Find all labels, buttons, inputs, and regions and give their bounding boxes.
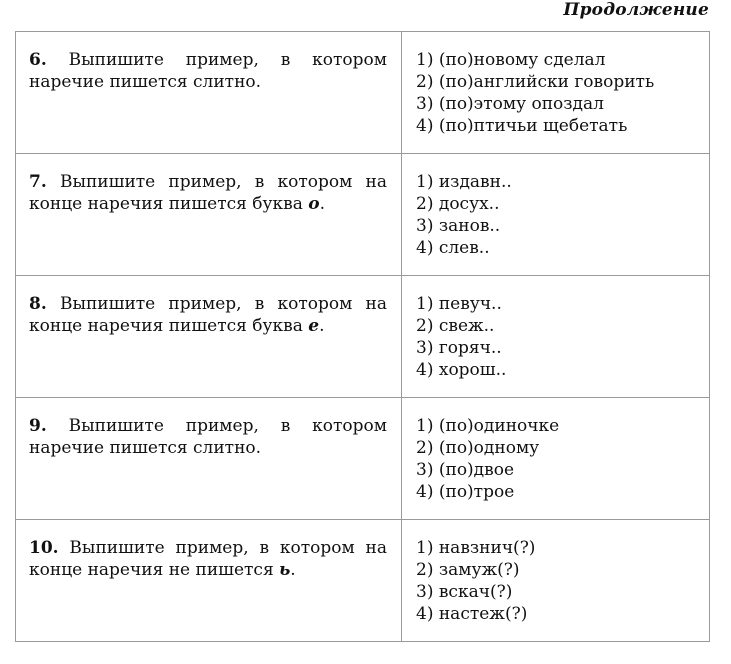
options-cell xyxy=(402,520,710,642)
question-text xyxy=(29,171,387,215)
option-item: 3) занов.. xyxy=(416,216,501,236)
task-prompt: Выпишите пример, в котором на конце наречия не пишется xyxy=(29,538,388,580)
task-prompt: Выпишите пример, в котором наречие пишется слитно. xyxy=(29,416,387,458)
task-number: 10. xyxy=(29,538,59,558)
task-row xyxy=(16,276,710,398)
option-item: 4) (по)птичьи щебетать xyxy=(416,116,628,136)
option-list xyxy=(416,537,703,625)
task-number: 8. xyxy=(29,294,47,314)
option-item: 1) издавн.. xyxy=(416,172,512,192)
option-item: 2) (по)английски говорить xyxy=(416,72,655,92)
option-item: 4) слев.. xyxy=(416,238,490,258)
question-cell xyxy=(16,154,402,276)
option-list xyxy=(416,49,703,137)
task-row xyxy=(16,154,710,276)
task-number: 6. xyxy=(29,50,47,70)
task-ending: . xyxy=(319,194,325,214)
question-text xyxy=(29,293,387,337)
option-item: 1) (по)одиночке xyxy=(416,416,560,436)
option-item: 3) горяч.. xyxy=(416,338,502,358)
question-cell xyxy=(16,398,402,520)
options-cell xyxy=(402,154,710,276)
option-item: 1) певуч.. xyxy=(416,294,502,314)
option-item: 3) (по)двое xyxy=(416,460,515,480)
option-list xyxy=(416,293,703,381)
task-emphasis: ь xyxy=(279,560,291,580)
option-item: 2) замуж(?) xyxy=(416,560,520,580)
task-row xyxy=(16,520,710,642)
task-emphasis: е xyxy=(308,316,320,336)
option-item: 1) (по)новому сделал xyxy=(416,50,606,70)
question-text xyxy=(29,537,387,581)
task-number: 7. xyxy=(29,172,47,192)
option-list xyxy=(416,171,703,259)
continuation-label: Продолжение xyxy=(563,0,709,20)
option-item: 3) вскач(?) xyxy=(416,582,513,602)
option-item: 3) (по)этому опоздал xyxy=(416,94,604,114)
option-item: 2) (по)одному xyxy=(416,438,540,458)
options-cell xyxy=(402,276,710,398)
options-cell xyxy=(402,398,710,520)
task-prompt: Выпишите пример, в котором на конце наречия пишется буква xyxy=(29,172,388,214)
question-cell xyxy=(16,32,402,154)
task-prompt: Выпишите пример, в котором на конце наречия пишется буква xyxy=(29,294,388,336)
question-cell xyxy=(16,520,402,642)
task-row xyxy=(16,32,710,154)
options-cell xyxy=(402,32,710,154)
option-item: 2) свеж.. xyxy=(416,316,495,336)
task-ending: . xyxy=(319,316,325,336)
question-cell xyxy=(16,276,402,398)
task-emphasis: о xyxy=(308,194,320,214)
task-ending: . xyxy=(290,560,296,580)
tasks-table xyxy=(15,31,710,642)
task-row xyxy=(16,398,710,520)
option-item: 4) настеж(?) xyxy=(416,604,528,624)
task-prompt: Выпишите пример, в котором наречие пишется слитно. xyxy=(29,50,387,92)
task-number: 9. xyxy=(29,416,47,436)
option-item: 2) досух.. xyxy=(416,194,500,214)
option-list xyxy=(416,415,703,503)
option-item: 4) (по)трое xyxy=(416,482,515,502)
option-item: 4) хорош.. xyxy=(416,360,507,380)
option-item: 1) навзнич(?) xyxy=(416,538,536,558)
question-text xyxy=(29,415,387,459)
question-text xyxy=(29,49,387,93)
